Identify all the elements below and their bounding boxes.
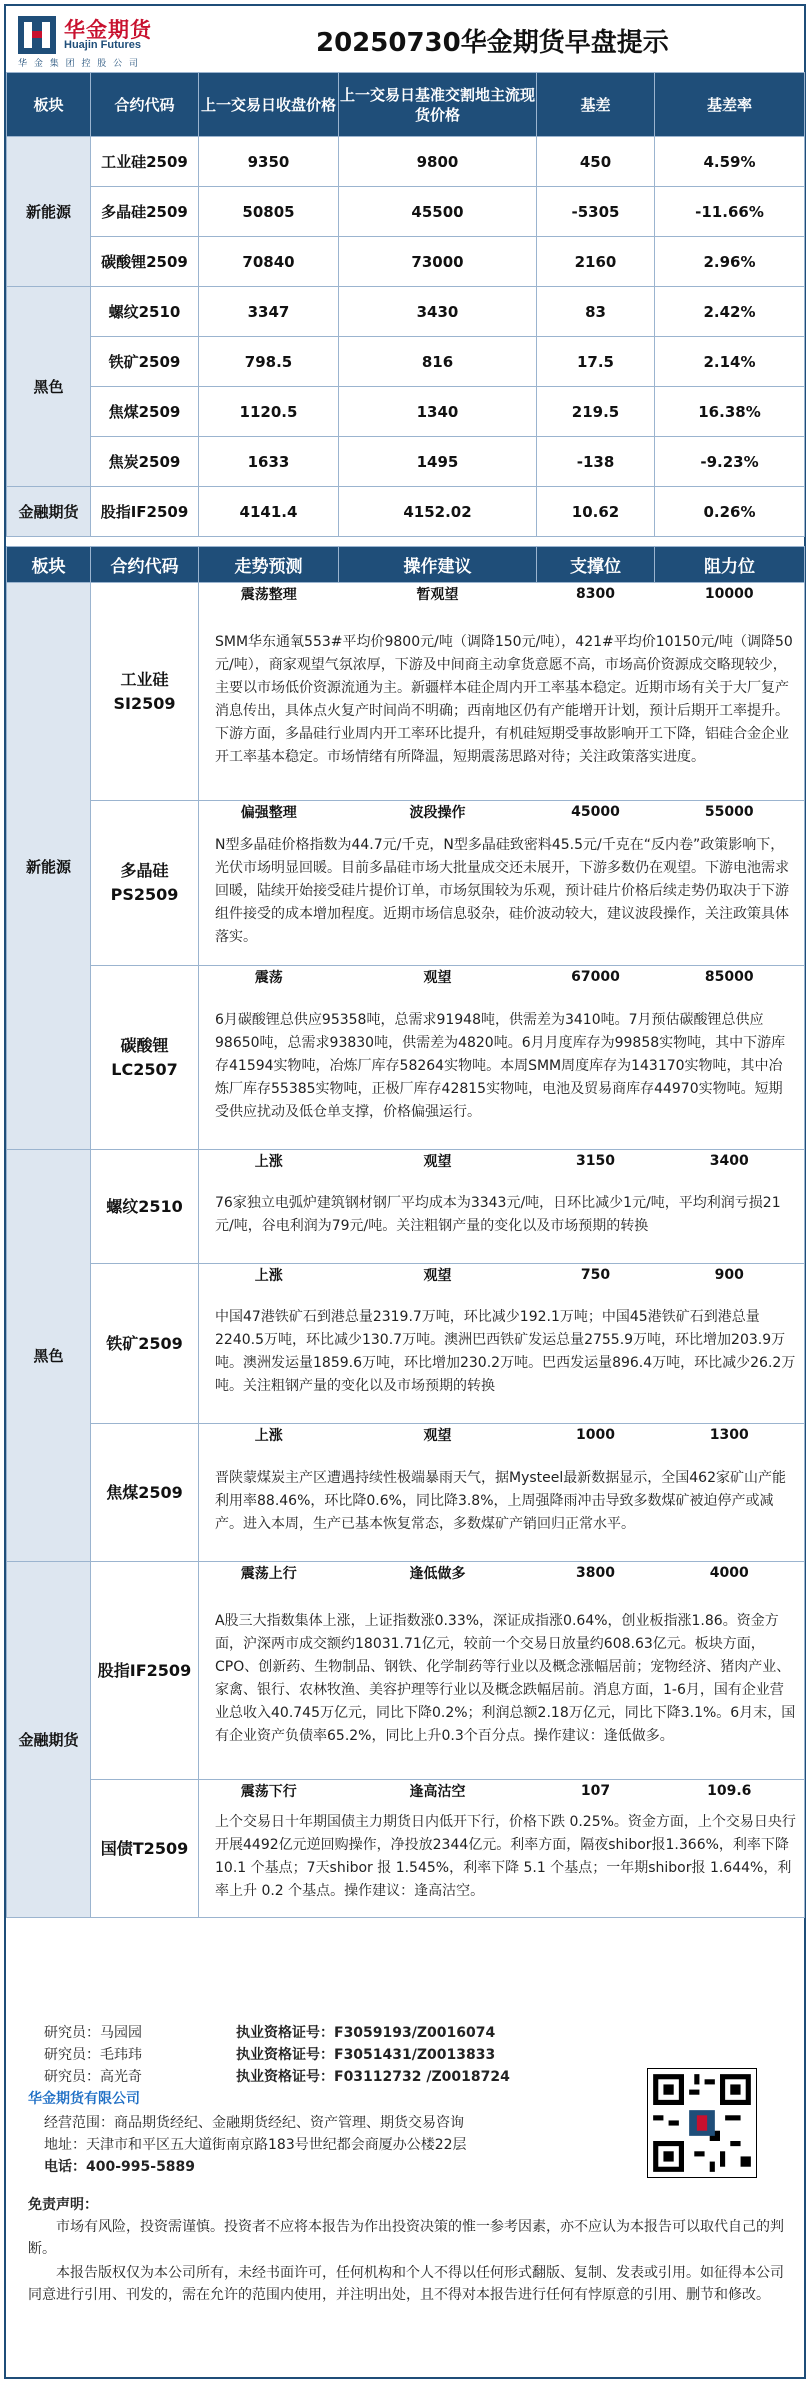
sector-label: 金融期货: [7, 1562, 91, 1918]
row-code: 焦炭2509: [91, 437, 199, 487]
row-code: 工业硅2509: [91, 137, 199, 187]
row-close: 50805: [199, 187, 339, 237]
analysis-code: [91, 801, 199, 966]
resistance-value: 900: [655, 1264, 805, 1286]
resistance-value: 4000: [655, 1562, 805, 1584]
analysis-block: [7, 583, 805, 605]
sector-label: 黑色: [7, 1150, 91, 1562]
code-symbol: LC2507: [111, 1059, 178, 1079]
cert-line: [236, 2044, 495, 2064]
researcher-line: [44, 2044, 142, 2064]
header-resistance: 阻力位: [655, 547, 805, 583]
table-row: [7, 187, 805, 237]
advice-label: 暂观望: [339, 583, 537, 605]
resistance-value: 55000: [655, 801, 805, 823]
row-spot: 3430: [339, 287, 537, 337]
trend-label: 震荡: [199, 966, 339, 988]
row-code: 螺纹2510: [91, 287, 199, 337]
disclaimer-text: 本报告版权仅为本公司所有，未经书面许可，任何机构和个人不得以任何形式翻版、复制、发表或引用。如征得本公司同意进行引用、刊发的，需在允许的范围内使用，并注明出处，且不得对本报告进行任何有悖原意的引用、删节和修改。: [28, 2265, 784, 2303]
resistance-value: 109.6: [655, 1780, 805, 1802]
price-table: [6, 72, 805, 537]
row-close: 798.5: [199, 337, 339, 387]
analysis-code: [91, 1562, 199, 1780]
resistance-value: 85000: [655, 966, 805, 988]
trend-label: 上涨: [199, 1150, 339, 1172]
table-row: [7, 387, 805, 437]
trend-label: 上涨: [199, 1264, 339, 1286]
analysis-code: [91, 1424, 199, 1562]
analysis-block: [7, 1562, 805, 1584]
code-name: 多晶硅: [120, 861, 169, 880]
row-code: 股指IF2509: [91, 487, 199, 537]
researcher-name: 高光奇: [100, 2069, 142, 2085]
header-sector: 板块: [7, 73, 91, 137]
support-value: 8300: [537, 583, 655, 605]
row-close: 1120.5: [199, 387, 339, 437]
support-value: 45000: [537, 801, 655, 823]
researcher-label: 研究员：: [44, 2069, 100, 2085]
sector-label: 新能源: [7, 583, 91, 1150]
advice-label: 逢高沽空: [339, 1780, 537, 1802]
code-symbol: PS2509: [110, 885, 179, 904]
header-support: 支撑位: [537, 547, 655, 583]
researcher-name: 毛玮玮: [100, 2047, 142, 2063]
qr-code-icon: [647, 2068, 757, 2178]
table-row: [7, 337, 805, 387]
row-rate: -11.66%: [655, 187, 805, 237]
table-row: [7, 137, 805, 187]
company-name: 华金期货有限公司: [28, 2091, 140, 2107]
page-header: [6, 6, 804, 72]
support-value: 107: [537, 1780, 655, 1802]
analysis-code: [91, 1780, 199, 1918]
analysis-text: A股三大指数集体上涨，上证指数涨0.33%，深证成指涨0.64%，创业板指涨1.86。资金方面，沪深两市成交额约18031.71亿元，较前一个交易日放量约608.63亿元。板块方面，CPO、创新药、生物制品、钢铁、化学制药等行业以及概念涨幅居前；宠物经济、猪肉产业、家禽、银行、农林牧渔、美容护理等行业以及概念跌幅居前。消息方面，1-6月，国有企业营业总收入40.745万亿元，同比下降0.2%；利润总额2.18万亿元，同比下降3.1%。6月末，国有企业资产负债率65.2%，同比上升0.3个百分点。操作建议：逢低做多。: [199, 1584, 805, 1780]
analysis-code: [91, 966, 199, 1150]
code-name: 螺纹2510: [106, 1196, 183, 1216]
row-basis: -5305: [537, 187, 655, 237]
cert-number: F3059193/Z0016074: [334, 2025, 496, 2041]
code-name: 国债T2509: [100, 1838, 189, 1858]
support-value: 3800: [537, 1562, 655, 1584]
row-spot: 1340: [339, 387, 537, 437]
analysis-text: 上个交易日十年期国债主力期货日内低开下行，价格下跌 0.25%。资金方面，上个交易日央行开展4492亿元逆回购操作，净投放2344亿元。利率方面，隔夜shibor报1.366%，利率下降 10.1 个基点；7天shibor 报 1.545%，利率下降 5.1 个基点；一年期shibor报 1.644%，利率上升 0.2 个基点。操作建议：逢高沽空。: [199, 1802, 805, 1918]
resistance-value: 3400: [655, 1150, 805, 1172]
table-row: [7, 287, 805, 337]
advice-label: 观望: [339, 1264, 537, 1286]
table-row: [7, 237, 805, 287]
row-code: 多晶硅2509: [91, 187, 199, 237]
logo-subtitle: 华 金 集 团 控 股 公 司: [18, 59, 141, 69]
analysis-text: N型多晶硅价格指数为44.7元/千克，N型多晶硅致密料45.5元/千克在“反内卷”政策影响下，光伏市场明显回暖。目前多晶硅市场大批量成交还未展开，下游多数仍在观望。下游电池需求回暖，陆续开始接受硅片提价订单，市场氛围较为乐观，预计硅片价格后续走势仍取决于下游组件接受的成本增加程度。近期市场信息驳杂，硅价波动较大，建议波段操作，关注政策具体落实。: [199, 823, 805, 966]
row-rate: 2.14%: [655, 337, 805, 387]
row-basis: 219.5: [537, 387, 655, 437]
analysis-text: SMM华东通氧553#平均价9800元/吨（调降150元/吨），421#平均价10150元/吨（调降50元/吨），商家观望气氛浓厚，下游及中间商主动拿货意愿不高，市场高价资源成交略现较少，主要以市场低价资源流通为主。新疆样本硅企周内开工率基本稳定。近期市场有关于大厂复产消息传出，具体点火复产时间尚不明确；西南地区仍有产能增开计划，预计后期开工率提升。下游方面，多晶硅行业周内开工率环比提升，有机硅短期受事故影响开工下降，铝硅合金企业开工率基本稳定。市场情绪有所降温，短期震荡思路对待；关注政策落实进度。: [199, 605, 805, 801]
header-basis: 基差: [537, 73, 655, 137]
sector-label: 金融期货: [7, 487, 91, 537]
logo-text-cn: 华金期货: [64, 18, 152, 42]
header-trend: 走势预测: [199, 547, 339, 583]
row-close: 3347: [199, 287, 339, 337]
company-logo: [18, 12, 218, 68]
researcher-name: 马园园: [100, 2025, 142, 2041]
analysis-block: [7, 1424, 805, 1446]
analysis-block: [7, 1780, 805, 1802]
table-row: [7, 487, 805, 537]
logo-text-en: Huajin Futures: [64, 39, 142, 51]
disclaimer-text: 市场有风险，投资需谨慎。投资者不应将本报告为作出投资决策的惟一参考因素，亦不应认为本报告可以取代自己的判断。: [28, 2219, 784, 2257]
advice-label: 观望: [339, 1150, 537, 1172]
cert-line: [236, 2066, 510, 2086]
row-rate: 16.38%: [655, 387, 805, 437]
row-rate: 2.96%: [655, 237, 805, 287]
company-address: 地址：天津市和平区五大道街南京路183号世纪都会商厦办公楼22层: [44, 2137, 467, 2153]
cert-number: F3051431/Z0013833: [334, 2047, 496, 2063]
header-rate: 基差率: [655, 73, 805, 137]
analysis-table-header: [7, 547, 805, 583]
trend-label: 上涨: [199, 1424, 339, 1446]
advice-label: 观望: [339, 1424, 537, 1446]
advice-label: 波段操作: [339, 801, 537, 823]
row-code: 焦煤2509: [91, 387, 199, 437]
table-row: [7, 437, 805, 487]
analysis-code: [91, 1150, 199, 1264]
row-close: 9350: [199, 137, 339, 187]
sector-label: 黑色: [7, 287, 91, 487]
row-spot: 4152.02: [339, 487, 537, 537]
header-spot: 上一交易日基准交割地主流现货价格: [339, 73, 537, 137]
company-phone: 电话：400-995-5889: [44, 2159, 196, 2175]
analysis-text: 6月碳酸锂总供应95358吨，总需求91948吨，供需差为3410吨。7月预估碳酸锂总供应98650吨，总需求93830吨，供需差为4820吨。6月月度库存为99858实物吨，其中下游库存41594实物吨，冶炼厂库存58264实物吨。本周SMM周度库存为143170实物吨，其中冶炼厂库存55385实物吨，正极厂库存42815实物吨，电池及贸易商库存44970实物吨。短期受供应扰动及低仓单支撑，价格偏强运行。: [199, 988, 805, 1150]
code-name: 铁矿2509: [106, 1333, 183, 1353]
code-symbol: SI2509: [113, 693, 176, 713]
row-rate: 4.59%: [655, 137, 805, 187]
row-close: 4141.4: [199, 487, 339, 537]
cert-label: 执业资格证号：: [236, 2047, 334, 2063]
row-spot: 9800: [339, 137, 537, 187]
analysis-text: 晋陕蒙煤炭主产区遭遇持续性极端暴雨天气，据Mysteel最新数据显示，全国462家矿山产能利用率88.46%，环比降0.6%，同比降3.8%，上周强降雨冲击导致多数煤矿被迫停产或减产。进入本周，生产已基本恢复常态，多数煤矿产销回归正常水平。: [199, 1446, 805, 1562]
cert-line: [236, 2022, 495, 2042]
support-value: 750: [537, 1264, 655, 1286]
row-spot: 1495: [339, 437, 537, 487]
row-basis: 10.62: [537, 487, 655, 537]
trend-label: 震荡整理: [199, 583, 339, 605]
analysis-text: 76家独立电弧炉建筑钢材钢厂平均成本为3343元/吨，日环比减少1元/吨，平均利润亏损21元/吨，谷电利润为79元/吨。关注粗钢产量的变化以及市场预期的转换: [199, 1172, 805, 1264]
row-basis: 83: [537, 287, 655, 337]
cert-label: 执业资格证号：: [236, 2069, 334, 2085]
code-name: 工业硅: [120, 669, 169, 689]
row-spot: 73000: [339, 237, 537, 287]
advice-label: 逢低做多: [339, 1562, 537, 1584]
cert-number: F03112732 /Z0018724: [334, 2069, 510, 2085]
researcher-label: 研究员：: [44, 2025, 100, 2041]
researcher-line: [44, 2066, 142, 2086]
analysis-code: [91, 583, 199, 801]
code-name: 碳酸锂: [120, 1035, 169, 1055]
row-spot: 816: [339, 337, 537, 387]
header-close: 上一交易日收盘价格: [199, 73, 339, 137]
header-code: 合约代码: [91, 547, 199, 583]
analysis-table: [6, 546, 805, 1918]
support-value: 3150: [537, 1150, 655, 1172]
advice-label: 观望: [339, 966, 537, 988]
row-rate: 0.26%: [655, 487, 805, 537]
analysis-block: [7, 1150, 805, 1172]
analysis-text: 中国47港铁矿石到港总量2319.7万吨，环比减少192.1万吨；中国45港铁矿石到港总量2240.5万吨，环比减少130.7万吨。澳洲巴西铁矿发运总量2755.9万吨，环比增加203.9万吨。澳洲发运量1859.6万吨，环比增加230.2万吨。巴西发运量896.4万吨，环比减少26.2万吨。关注粗钢产量的变化以及市场预期的转换: [199, 1286, 805, 1424]
company-scope: 经营范围：商品期货经纪、金融期货经纪、资产管理、期货交易咨询: [44, 2115, 464, 2131]
row-code: 碳酸锂2509: [91, 237, 199, 287]
resistance-value: 1300: [655, 1424, 805, 1446]
disclaimer-title: 免责声明：: [28, 2197, 98, 2213]
trend-label: 震荡下行: [199, 1780, 339, 1802]
row-basis: -138: [537, 437, 655, 487]
trend-label: 震荡上行: [199, 1562, 339, 1584]
row-code: 铁矿2509: [91, 337, 199, 387]
researcher-label: 研究员：: [44, 2047, 100, 2063]
analysis-code: [91, 1264, 199, 1424]
logo-mark-icon: [18, 16, 56, 54]
resistance-value: 10000: [655, 583, 805, 605]
header-sector: 板块: [7, 547, 91, 583]
row-close: 70840: [199, 237, 339, 287]
analysis-block: [7, 1264, 805, 1286]
header-code: 合约代码: [91, 73, 199, 137]
code-name: 焦煤2509: [106, 1482, 183, 1502]
analysis-block: [7, 966, 805, 988]
support-value: 67000: [537, 966, 655, 988]
row-rate: -9.23%: [655, 437, 805, 487]
page-title: 20250730华金期货早盘提示: [316, 28, 669, 58]
row-spot: 45500: [339, 187, 537, 237]
analysis-block: [7, 801, 805, 823]
sector-label: 新能源: [7, 137, 91, 287]
price-table-header: [7, 73, 805, 137]
cert-label: 执业资格证号：: [236, 2025, 334, 2041]
row-close: 1633: [199, 437, 339, 487]
researcher-line: [44, 2022, 142, 2042]
row-basis: 17.5: [537, 337, 655, 387]
support-value: 1000: [537, 1424, 655, 1446]
header-advice: 操作建议: [339, 547, 537, 583]
trend-label: 偏强整理: [199, 801, 339, 823]
row-basis: 2160: [537, 237, 655, 287]
row-rate: 2.42%: [655, 287, 805, 337]
code-name: 股指IF2509: [97, 1660, 192, 1680]
row-basis: 450: [537, 137, 655, 187]
